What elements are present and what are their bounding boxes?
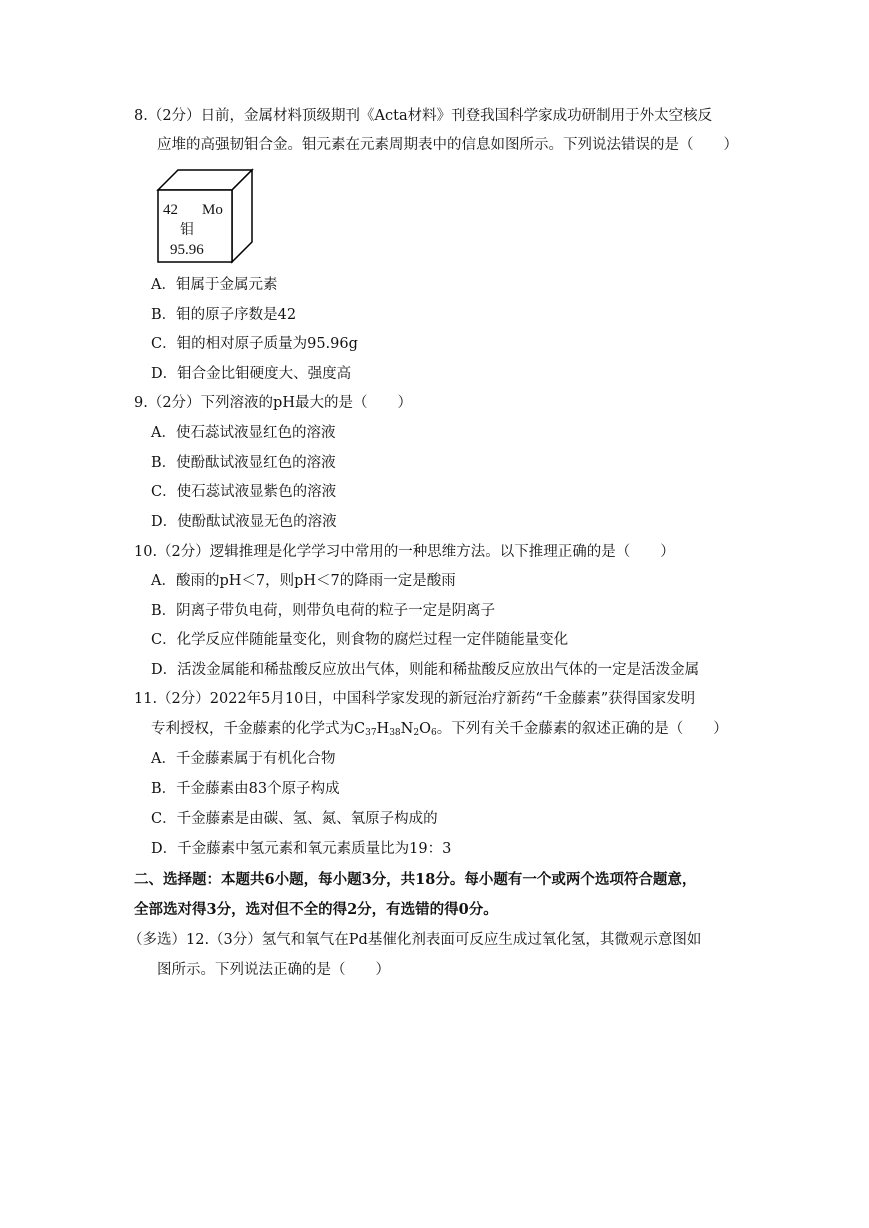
element-atomic-mass: 95.96 (170, 242, 204, 258)
formula-sub-n: 2 (413, 728, 420, 738)
q9-option-a: A．使石蕊试液显红色的溶液 (151, 425, 336, 441)
formula-n: N (400, 721, 414, 737)
q8-option-a: A．钼属于金属元素 (151, 277, 278, 293)
q9-option-d: D．使酚酞试液显无色的溶液 (151, 514, 337, 530)
formula-sub-h: 38 (389, 728, 401, 738)
q11-stem-post: 。下列有关千金藤素的叙述正确的是（ (436, 721, 684, 737)
q11-close-paren: ） (713, 721, 728, 737)
q8-line1 (134, 106, 712, 126)
q10-close-paren: ） (660, 544, 675, 560)
q11-option-b: B．千金藤素由83个原子构成 (151, 781, 340, 797)
q8-stem-1: 日前，金属材料顶级期刊《Acta材料》刊登我国科学家成功研制用于外太空核反 (200, 108, 713, 124)
q12-stem-2: 图所示。下列说法正确的是（ (157, 962, 346, 978)
q9-option-b: B．使酚酞试液显红色的溶液 (151, 455, 336, 471)
formula-sub-o: 6 (430, 728, 437, 738)
q10-option-d: D．活泼金属能和稀盐酸反应放出气体，则能和稀盐酸反应放出气体的一定是活泼金属 (151, 662, 700, 678)
element-atomic-number: 42 (163, 202, 178, 218)
molybdenum-element-cell (156, 168, 254, 264)
formula-o: O (419, 721, 431, 737)
q10-option-b: B．阴离子带负电荷，则带负电荷的粒子一定是阴离子 (151, 603, 496, 619)
q8-close-paren: ） (723, 137, 738, 153)
q8-number: 8.（2分） (134, 108, 201, 124)
q10-stem (134, 542, 675, 562)
q8-line2 (157, 135, 738, 155)
formula-sub-c: 37 (365, 728, 377, 738)
q10-option-c: C．化学反应伴随能量变化，则食物的腐烂过程一定伴随能量变化 (151, 632, 569, 648)
q9-close-paren: ） (397, 395, 412, 411)
q11-line1: 11.（2分）2022年5月10日，中国科学家发现的新冠治疗新药“千金藤素”获得国家发明 (134, 691, 696, 707)
q9-stem (134, 393, 412, 413)
q9-option-c: C．使石蕊试液显紫色的溶液 (151, 484, 337, 500)
formula-h: H (376, 721, 390, 737)
q12-line2 (157, 960, 390, 980)
q11-line2 (151, 719, 728, 743)
q11-option-d: D．千金藤素中氢元素和氧元素质量比为19：3 (151, 841, 452, 857)
q12-line1: （多选）12.（3分）氢气和氧气在Pd基催化剂表面可反应生成过氧化氢，其微观示意图如 (128, 932, 702, 948)
q8-option-b: B．钼的原子序数是42 (151, 307, 297, 323)
element-symbol: Mo (202, 202, 223, 218)
q11-stem-pre: 专利授权，千金藤素的化学式为C (151, 721, 366, 737)
q11-option-a: A．千金藤素属于有机化合物 (151, 751, 336, 767)
q11-option-c: C．千金藤素是由碳、氢、氮、氧原子构成的 (151, 811, 438, 827)
q12-close-paren: ） (375, 962, 390, 978)
section2-heading-2: 全部选对得3分，选对但不全的得2分，有选错的得0分。 (134, 901, 498, 918)
q10-stem-text: 10.（2分）逻辑推理是化学学习中常用的一种思维方法。以下推理正确的是（ (134, 544, 631, 560)
q8-option-d: D．钼合金比钼硬度大、强度高 (151, 366, 352, 382)
element-name: 钼 (180, 222, 194, 238)
q8-option-c: C．钼的相对原子质量为95.96g (151, 336, 358, 352)
section2-heading-1: 二、选择题：本题共6小题，每小题3分，共18分。每小题有一个或两个选项符合题意， (134, 871, 697, 888)
q10-option-a: A．酸雨的pH＜7，则pH＜7的降雨一定是酸雨 (151, 573, 456, 589)
q9-stem-text: 9.（2分）下列溶液的pH最大的是（ (134, 395, 368, 411)
q8-stem-2: 应堆的高强韧钼合金。钼元素在元素周期表中的信息如图所示。下列说法错误的是（ (157, 137, 694, 153)
